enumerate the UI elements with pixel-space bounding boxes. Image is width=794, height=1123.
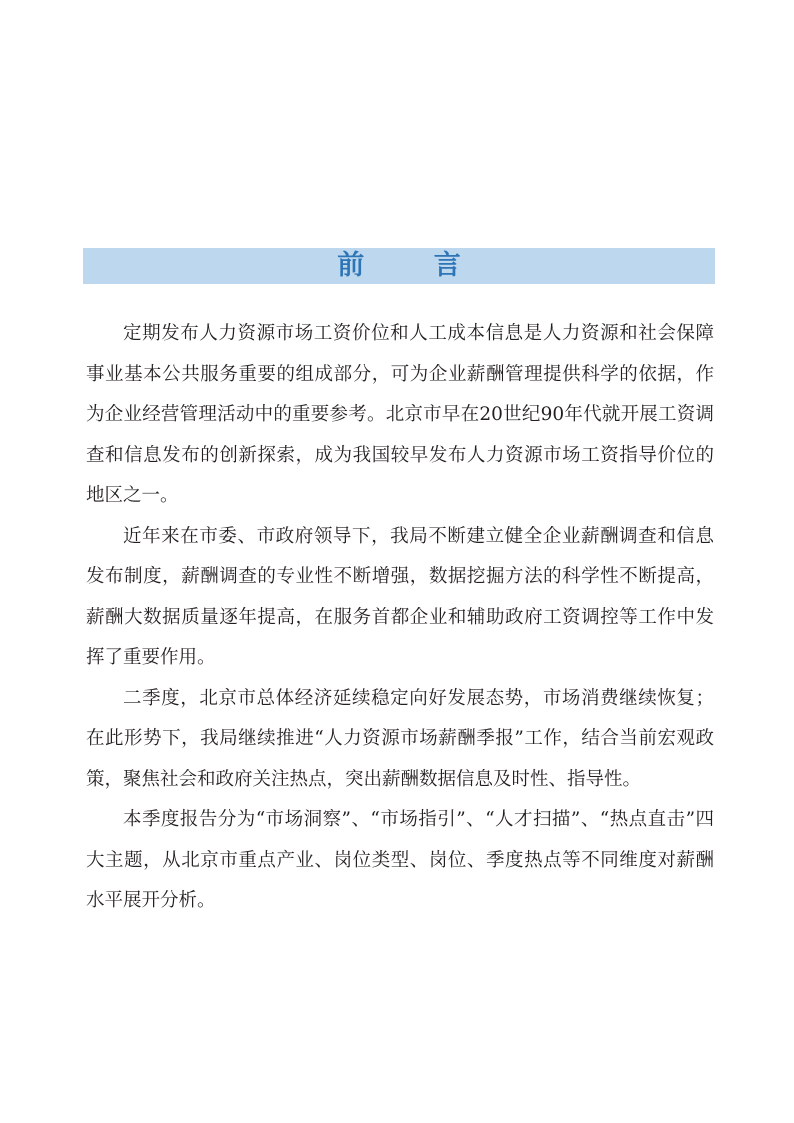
- paragraph-4: 本季度报告分为“市场洞察”、“市场指引”、“人才扫描”、“热点直击”四大主题，从北京市重点产业、岗位类型、岗位、季度热点等不同维度对薪酬水平展开分析。: [86, 809, 714, 911]
- paragraph-3: 二季度，北京市总体经济延续稳定向好发展态势，市场消费继续恢复；在此形势下，我局继续推进“人力资源市场薪酬季报”工作，结合当前宏观政策，聚焦社会和政府关注热点，突出薪酬数据信息及时性、指导性。: [86, 687, 714, 790]
- page-title: 前 言: [337, 250, 491, 281]
- preface-body: [86, 314, 714, 922]
- paragraph-2: 近年来在市委、市政府领导下，我局不断建立健全企业薪酬调查和信息发布制度，薪酬调查的专业性不断增强，数据挖掘方法的科学性不断提高，薪酬大数据质量逐年提高，在服务首都企业和辅助政府工资调控等工作中发挥了重要作用。: [86, 525, 714, 668]
- heading-band: [83, 248, 715, 284]
- paragraph-1: 定期发布人力资源市场工资价位和人工成本信息是人力资源和社会保障事业基本公共服务重要的组成部分，可为企业薪酬管理提供科学的依据，作为企业经营管理活动中的重要参考。北京市早在20世纪90年代就开展工资调查和信息发布的创新探索，成为我国较早发布人力资源市场工资指导价位的地区之一。: [86, 323, 714, 506]
